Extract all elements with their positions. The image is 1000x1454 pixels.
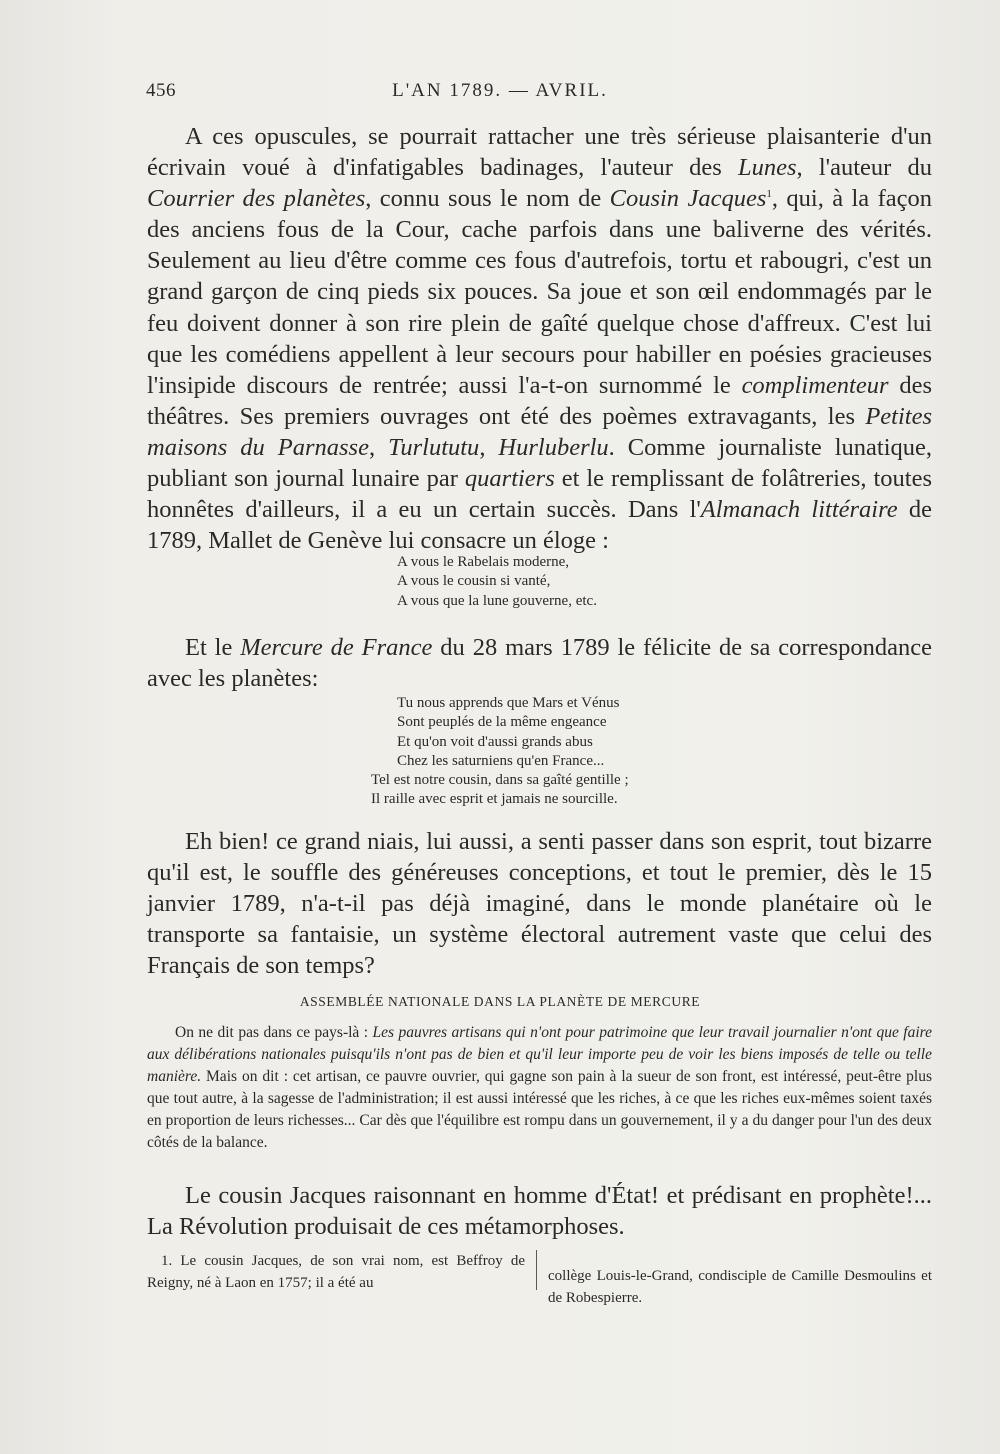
italic-title: quartiers: [464, 465, 555, 493]
italic-title: Hurluberlu: [498, 433, 609, 461]
italic-title: Lunes: [737, 154, 797, 182]
text-run: , connu sous le nom de: [365, 185, 610, 213]
quoted-passage: [147, 1022, 932, 1154]
text-run: ,: [479, 433, 499, 461]
verse-line: Chez les saturniens qu'en France...: [397, 752, 605, 769]
italic-title: complimenteur: [741, 371, 889, 399]
paragraph-text: Le cousin Jacques raisonnant en homme d'État! et prédisant en prophète!... La Révolution produisait de ces métamorphoses.: [147, 1182, 932, 1241]
text-run: , qui, à la façon des anciens fous de la Cour, cache parfois dans une baliverne des vérités. Seulement au lieu d'être comme ces fous d'autrefois, tortu et rabougri, c'est un grand garçon de cinq pieds six pouces. Sa joue et son œil endommagés par le feu doivent donner à son rire plein de gaîté quelque chose d'affreux. C'est lui que les comédiens appellent à leur secours pour habiller en poésies gracieuses l'insipide discours de rentrée; aussi l'a-t-on surnommé le: [147, 185, 932, 399]
footnote-marker: 1: [766, 188, 772, 201]
verse-line: Et qu'on voit d'aussi grands abus: [397, 733, 593, 750]
text-run: du 28 mars 1789 le félicite de sa correspondance avec les planètes:: [147, 634, 932, 693]
running-head: L'AN 1789. — AVRIL.: [392, 80, 608, 101]
footnote-divider: [536, 1250, 537, 1290]
footnote-column-right: [548, 1250, 932, 1324]
page-number: 456: [146, 80, 176, 101]
italic-title: Petites maisons du Parnasse: [147, 402, 932, 461]
italic-title: Courrier des planètes: [147, 185, 366, 213]
text-run: A ces opuscules, se pourrait rattacher une très sérieuse plaisanterie d'un écrivain voué à d'infatigables badinages, l'auteur des: [147, 123, 932, 182]
italic-title: Almanach littéraire: [700, 496, 898, 524]
paragraph-conclusion: [147, 1180, 932, 1242]
italic-title: Turlututu: [388, 433, 480, 461]
verse-line: A vous le Rabelais moderne,: [397, 554, 570, 570]
section-title: ASSEMBLÉE NATIONALE DANS LA PLANÈTE DE MERCURE: [299, 994, 701, 1009]
italic-title: Mercure de France: [240, 634, 433, 661]
paragraph-text: Eh bien! ce grand niais, lui aussi, a senti passer dans son esprit, tout bizarre qu'il est, le souffle des généreuses conceptions, et tout le premier, dès le 15 janvier 1789, n'a-t-il pas déjà imaginé, dans le monde planétaire où le transporte sa fantaisie, un système électoral autrement vaste que celui des Français de son temps?: [147, 828, 932, 980]
paragraph-mercure: [147, 632, 932, 694]
footnote-text: collège Louis-le-Grand, condisciple de Camille Desmoulins et de Robespierre.: [548, 1268, 932, 1306]
verse-rabelais: [397, 553, 597, 611]
page-header: [0, 80, 1000, 110]
paragraph-cousin-jacques-intro: [147, 121, 932, 556]
text-run: Et le: [185, 634, 241, 661]
text-run: . Comme journaliste lunatique, publiant son journal lunaire par: [147, 433, 933, 493]
verse-line: Tel est notre cousin, dans sa gaîté gentille ;: [371, 772, 629, 789]
text-run: On ne dit pas dans ce pays-là :: [175, 1024, 373, 1041]
verse-mars-venus: [371, 694, 629, 810]
footnote-text: 1. Le cousin Jacques, de son vrai nom, est Beffroy de Reigny, né à Laon en 1757; il a été au: [147, 1253, 525, 1291]
verse-line: A vous que la lune gouverne, etc.: [397, 592, 597, 609]
text-run: de 1789, Mallet de Genève lui consacre un éloge :: [147, 496, 933, 555]
paragraph-eh-bien: [147, 826, 932, 981]
verse-line: Il raille avec esprit et jamais ne sourcille.: [371, 791, 618, 808]
verse-line: Sont peuplés de la même engeance: [397, 714, 607, 731]
text-run: , l'auteur du: [796, 154, 932, 182]
text-run: ,: [368, 433, 389, 461]
text-run: des théâtres. Ses premiers ouvrages ont été des poèmes extravagants, les: [147, 371, 932, 430]
italic-quote: Les pauvres artisans qui n'ont pour patrimoine que leur travail journalier n'ont que faire aux délibérations nationales puisqu'ils n'ont pas de bien et qu'il leur importe peu de voir les biens imposés de telle ou telle manière.: [147, 1024, 932, 1085]
verse-line: A vous le cousin si vanté,: [397, 573, 551, 590]
text-run: et le remplissant de folâtreries, toutes honnêtes d'ailleurs, il a eu un certain succès. Dans l': [147, 465, 932, 524]
verse-line: Tu nous apprends que Mars et Vénus: [397, 695, 620, 711]
footnote-column-left: [147, 1250, 525, 1294]
italic-title: Cousin Jacques: [609, 185, 767, 213]
text-run: Mais on dit : cet artisan, ce pauvre ouvrier, qui gagne son pain à la sueur de son front, est intéressé, peut-être plus que tout autre, à la sagesse de l'administration; il est aussi intéressé que les riches, à ce que les riches eux-mêmes soient taxés en proportion de leurs richesses... Car dès que l'équilibre est rompu dans un gouvernement, il y a du danger pour l'un des deux côtés de la balance.: [147, 1068, 932, 1151]
